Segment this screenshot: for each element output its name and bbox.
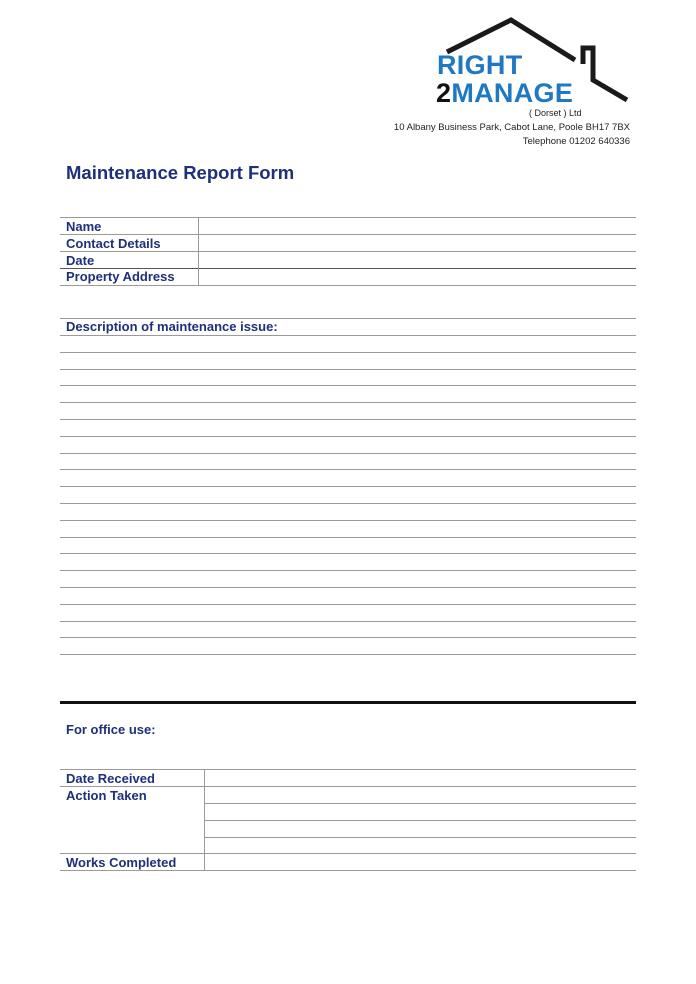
logo-text-2: 2: [436, 78, 452, 108]
description-rule-line: [60, 520, 636, 521]
name-field[interactable]: [200, 218, 636, 234]
property-address-field[interactable]: [200, 269, 636, 285]
description-rule-line: [60, 469, 636, 470]
description-heading: Description of maintenance issue:: [66, 319, 278, 334]
date-field[interactable]: [200, 252, 636, 268]
logo-suffix: ( Dorset ) Ltd: [529, 108, 582, 118]
description-rule-line: [60, 654, 636, 655]
section-divider: [60, 701, 636, 704]
field-label-property-address: Property Address: [66, 269, 175, 284]
description-rule-line: [60, 402, 636, 403]
description-rule-line: [60, 486, 636, 487]
description-rule-line: [60, 503, 636, 504]
date-received-field[interactable]: [206, 770, 636, 786]
description-rule-line: [60, 587, 636, 588]
field-label-action-taken: Action Taken: [66, 788, 147, 803]
description-rule-line: [60, 335, 636, 336]
description-rule-line: [60, 419, 636, 420]
description-rule-line: [60, 637, 636, 638]
contact-details-field[interactable]: [200, 235, 636, 251]
description-rule-line: [60, 604, 636, 605]
logo-text-right: RIGHT: [437, 50, 523, 80]
logo-text-2manage: [436, 80, 573, 107]
logo-text-manage: MANAGE: [451, 78, 574, 108]
description-rule-line: [60, 369, 636, 370]
company-logo: [425, 14, 635, 124]
description-rule-line: [60, 621, 636, 622]
field-label-name: Name: [66, 219, 102, 234]
field-label-works-completed: Works Completed: [66, 855, 177, 870]
works-completed-field[interactable]: [206, 854, 636, 870]
description-rule-line: [60, 436, 636, 437]
company-address: 10 Albany Business Park, Cabot Lane, Poole BH17 7BX: [393, 122, 630, 133]
field-label-date: Date: [66, 253, 95, 268]
field-label-date-received: Date Received: [66, 771, 155, 786]
field-label-contact-details: Contact Details: [66, 236, 161, 251]
description-rule-line: [60, 352, 636, 353]
action-taken-field[interactable]: [206, 787, 636, 853]
description-rule-line: [60, 570, 636, 571]
description-rule-line: [60, 553, 636, 554]
office-use-heading: For office use:: [66, 722, 156, 737]
company-telephone: Telephone 01202 640336: [522, 136, 630, 147]
description-rule-line: [60, 537, 636, 538]
description-rule-line: [60, 453, 636, 454]
description-rule-line: [60, 385, 636, 386]
form-title: Maintenance Report Form: [66, 162, 295, 183]
